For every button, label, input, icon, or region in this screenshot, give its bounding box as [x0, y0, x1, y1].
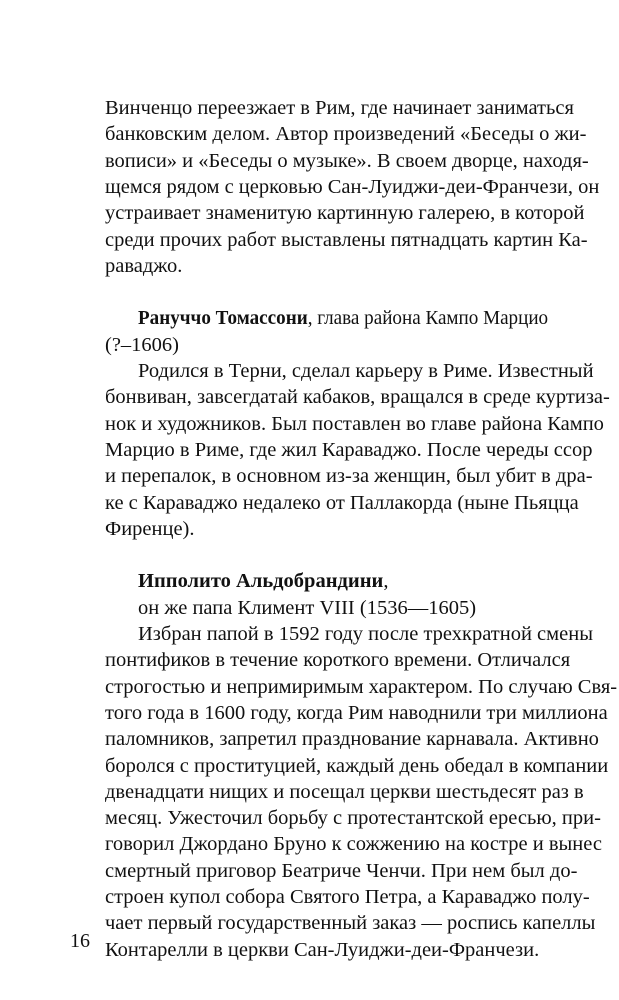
- text-line: Фиренце).: [105, 517, 195, 540]
- text-line: чает первый государственный заказ — роспись капеллы: [105, 912, 596, 935]
- text-line: среди прочих работ выставлены пятнадцать картин Ка-: [105, 228, 588, 251]
- text-line: Марцио в Риме, где жил Караваджо. После череды ссор: [105, 438, 593, 461]
- text-line: Родился в Терни, сделал карьеру в Риме. Известный: [138, 360, 594, 382]
- text-line: боролся с проституцией, каждый день обедал в компании: [105, 754, 609, 777]
- text-line: раваджо.: [105, 254, 183, 277]
- entry-heading: [138, 305, 548, 331]
- text-line: паломников, запретил празднование карнавала. Активно: [105, 728, 599, 751]
- text-line: строен купол собора Святого Петра, а Караваджо полу-: [105, 886, 590, 908]
- text-line: понтификов в течение короткого времени. Отличался: [105, 649, 571, 672]
- entry-dates: (?–1606): [105, 333, 180, 356]
- text-line: ке с Караваджо недалеко от Паллакорда (ныне Пьяцца: [105, 491, 579, 514]
- text-line: смертный приговор Беатриче Ченчи. При нем был до-: [105, 859, 578, 882]
- text-line: бонвиван, завсегдатай кабаков, вращался в среде куртиза-: [105, 386, 610, 409]
- text-line: месяц. Ужесточил борьбу с протестантской ересью, при-: [105, 807, 601, 830]
- text-line: Избран папой в 1592 году после трехкратной смены: [138, 623, 593, 645]
- entry-title: , глава района Кампо Марцио: [307, 307, 549, 330]
- entry-heading: [138, 568, 388, 594]
- text-line: устраивает знаменитую картинную галерею, в которой: [105, 202, 585, 225]
- text-line: щемся рядом с церковью Сан-Луиджи-деи-Франчези, он: [105, 175, 600, 198]
- text-line: строгостью и непримиримым характером. По случаю Свя-: [105, 675, 618, 698]
- text-line: говорил Джордано Бруно к сожжению на костре и вынес: [105, 833, 602, 856]
- text-line: того года в 1600 году, когда Рим наводнили три миллиона: [105, 701, 608, 724]
- text-line: банковским делом. Автор произведений «Беседы о жи-: [105, 123, 587, 146]
- entry-title: ,: [383, 570, 389, 593]
- text-line: Контарелли в церкви Сан-Луиджи-деи-Франчези.: [105, 938, 540, 961]
- entry-name: Рануччо Томассони: [138, 307, 308, 330]
- text-line: нок и художников. Был поставлен во главе района Кампо: [105, 412, 604, 435]
- page-number: 16: [70, 930, 90, 952]
- text-line: Винченцо переезжает в Рим, где начинает заниматься: [105, 97, 574, 119]
- entry-dates: он же папа Климент VIII (1536—1605): [138, 596, 477, 619]
- text-line: и перепалок, в основном из-за женщин, был убит в дра-: [105, 465, 593, 488]
- text-line: вописи» и «Беседы о музыке». В своем дворце, находя-: [105, 149, 589, 172]
- text-line: двенадцати нищих и посещал церкви шестьдесят раз в: [105, 780, 584, 803]
- entry-name: Ипполито Альдобрандини: [138, 570, 384, 593]
